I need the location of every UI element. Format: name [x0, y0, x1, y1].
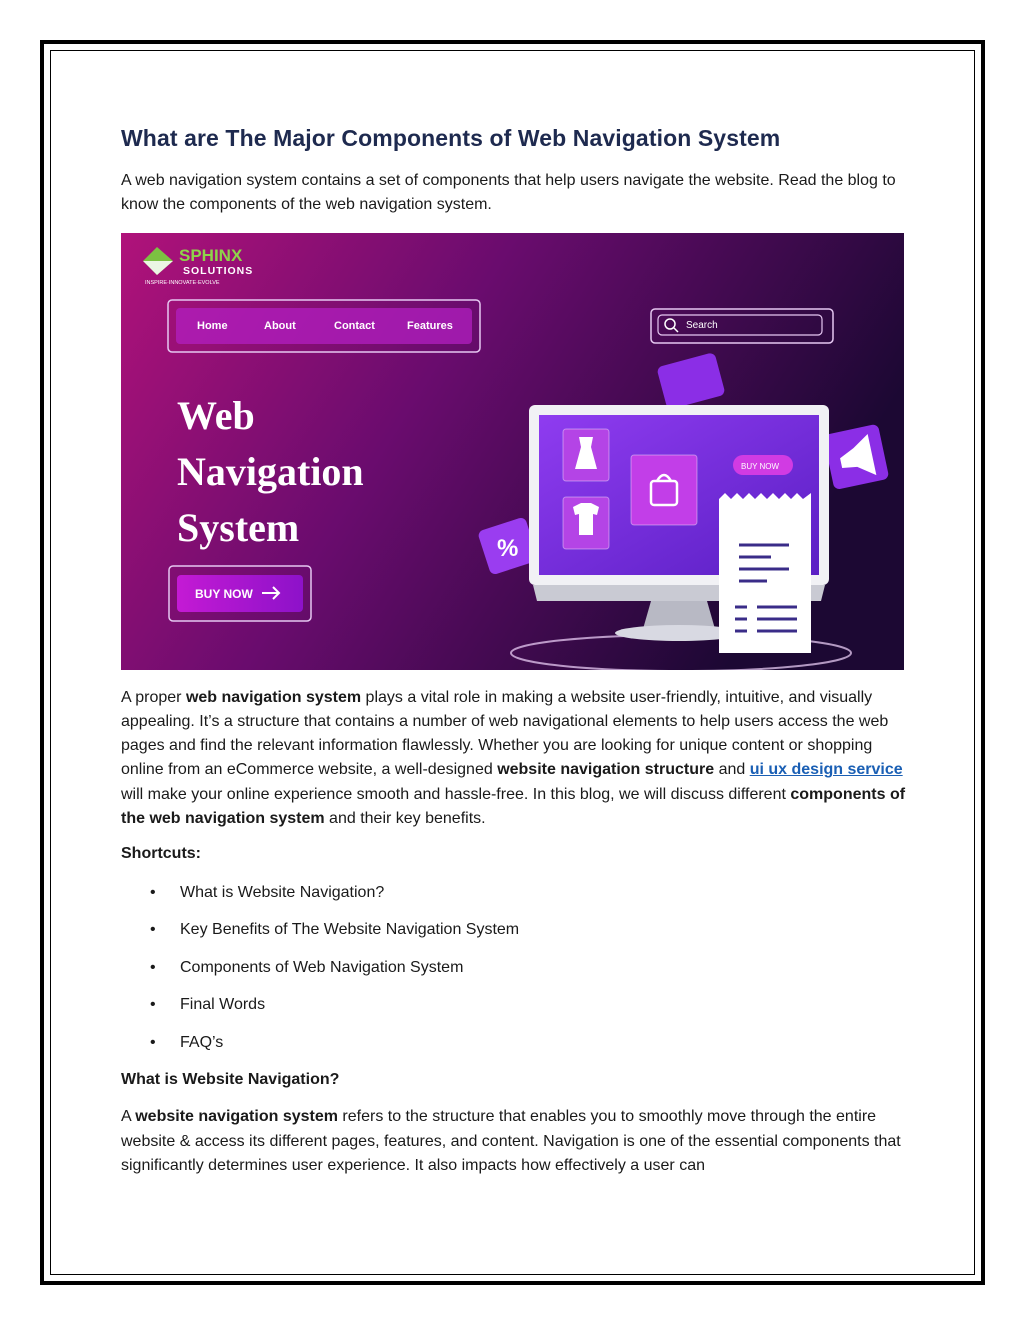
logo-tagline: INSPIRE·INNOVATE·EVOLVE	[145, 279, 220, 286]
hero-banner-image	[121, 233, 904, 670]
body-text: and their key benefits.	[324, 810, 486, 828]
hero-nav-features: Features	[407, 319, 453, 332]
hero-nav-about: About	[264, 319, 296, 332]
hero-headline-line-2: Navigation	[177, 448, 364, 494]
list-item	[150, 956, 911, 980]
bullet-icon: •	[150, 1033, 156, 1051]
body-text: and	[714, 761, 750, 779]
list-item	[150, 881, 911, 905]
article-title: What are The Major Components of Web Navigation System	[121, 125, 781, 151]
body-bold-text: website navigation system	[135, 1108, 338, 1126]
hero-buy-now-label: BUY NOW	[195, 586, 253, 601]
list-item	[150, 918, 911, 942]
body-text: will make your online experience smooth and hassle-free. In this blog, we will discuss different	[121, 785, 791, 803]
shortcut-label: Key Benefits of The Website Navigation System	[180, 921, 520, 939]
logo-brand-sub: SOLUTIONS	[183, 264, 254, 277]
body-bold-text: web navigation system	[185, 688, 362, 706]
article-body	[121, 122, 911, 1178]
body-paragraph	[121, 686, 911, 832]
screen-buy-now-label: BUY NOW	[741, 461, 780, 471]
shortcuts-title: Shortcuts:	[121, 845, 201, 863]
body-bold-text: website navigation structure	[497, 761, 715, 779]
hero-headline-line-1: Web	[177, 392, 255, 438]
shortcuts-list	[121, 881, 911, 1055]
shortcut-label: Components of Web Navigation System	[180, 958, 464, 976]
list-item	[150, 993, 911, 1017]
hero-search-placeholder: Search	[686, 319, 718, 331]
bullet-icon: •	[150, 921, 156, 939]
hero-headline-line-3: System	[177, 504, 300, 550]
list-item	[150, 1031, 911, 1055]
article-intro: A web navigation system contains a set of components that help users navigate the website. Read the blog to know the components of the web navigation system.	[121, 172, 896, 214]
body-text: A	[121, 1108, 136, 1126]
body-text: plays a vital role in making a website user-friendly, intuitive, and visually appealing. It’s a structure that contains a number of web navigational elements to help users access the web pages and find the relevant information flawlessly. Whether you are looking for unique content or shopping online from an eCommerce website, a well-designed	[121, 688, 889, 779]
body-text: refers to the structure that enables you to smoothly move through the entire website & access its different pages, features, and content. Navigation is one of the essential components that significantly determines user experience. It also impacts how effectively a user can	[121, 1108, 901, 1175]
megaphone-icon	[823, 423, 889, 489]
body-text: A proper	[121, 688, 186, 706]
ui-ux-design-service-link[interactable]: ui ux design service	[749, 761, 903, 779]
shortcut-label: FAQ’s	[180, 1033, 224, 1051]
shortcut-label: Final Words	[180, 996, 266, 1014]
shortcut-label: What is Website Navigation?	[180, 883, 385, 901]
logo-brand-name: SPHINX	[179, 245, 243, 265]
hero-nav-contact: Contact	[334, 319, 375, 332]
section-heading: What is Website Navigation?	[121, 1071, 340, 1089]
section-paragraph	[121, 1105, 911, 1178]
bullet-icon: •	[150, 883, 156, 901]
bullet-icon: •	[150, 996, 156, 1014]
hero-nav-home: Home	[197, 319, 228, 332]
bullet-icon: •	[150, 958, 156, 976]
percent-icon: %	[497, 534, 519, 562]
body-bold-text: components of the web navigation system	[121, 785, 906, 828]
